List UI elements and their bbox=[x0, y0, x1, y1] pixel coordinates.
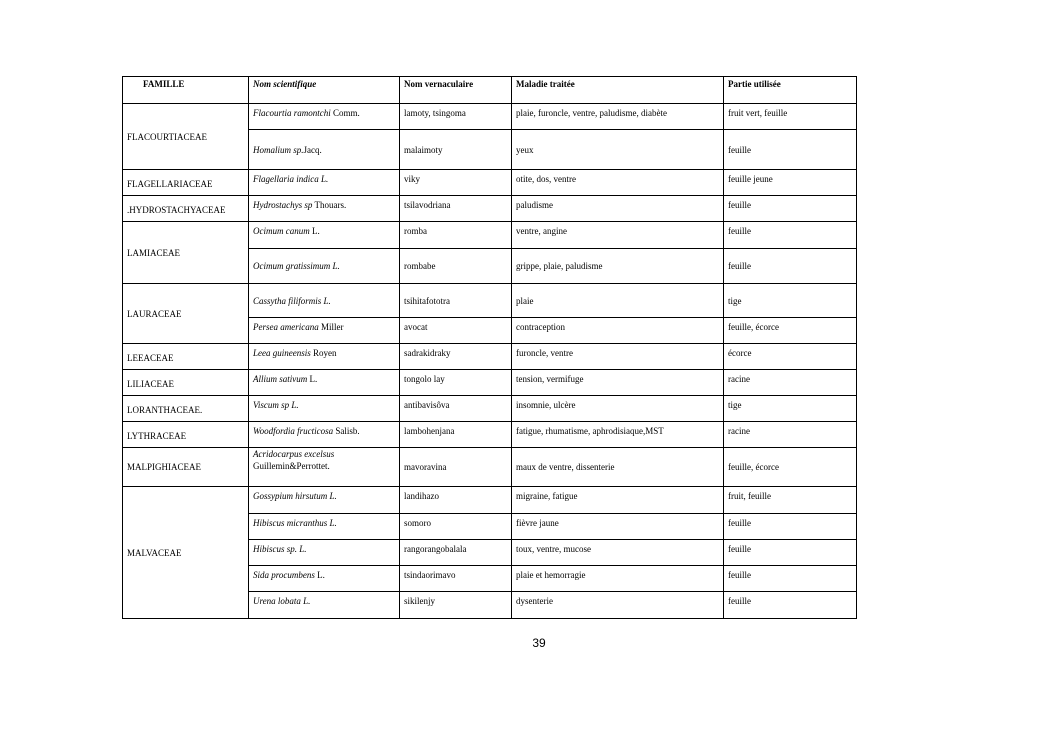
header-partie: Partie utilisée bbox=[724, 77, 857, 104]
scientific-name-cell bbox=[249, 104, 400, 130]
family-cell: .HYDROSTACHYACEAE bbox=[123, 196, 249, 222]
header-maladie: Maladie traitée bbox=[512, 77, 724, 104]
scientific-author: Salisb. bbox=[333, 426, 360, 436]
plant-part-cell: feuille bbox=[724, 540, 857, 566]
vernacular-name-cell: rangorangobalala bbox=[400, 540, 512, 566]
scientific-name: Flagellaria indica L. bbox=[253, 174, 329, 184]
disease-cell: tension, vermifuge bbox=[512, 370, 724, 396]
scientific-name-cell bbox=[249, 514, 400, 540]
scientific-name: Cassytha filiformis L. bbox=[253, 295, 331, 306]
scientific-author: Jacq. bbox=[303, 144, 322, 155]
scientific-name-cell bbox=[249, 370, 400, 396]
disease-cell: grippe, plaie, paludisme bbox=[512, 249, 724, 284]
header-famille: FAMILLE bbox=[123, 77, 249, 104]
scientific-name: Gossypium hirsutum L. bbox=[253, 491, 337, 501]
scientific-name: Persea americana bbox=[253, 322, 319, 332]
scientific-author: Royen bbox=[310, 348, 337, 358]
vernacular-name-cell: romba bbox=[400, 222, 512, 249]
vernacular-name-cell: mavoravina bbox=[400, 448, 512, 487]
scientific-author: L. bbox=[309, 226, 320, 236]
family-cell: LORANTHACEAE. bbox=[123, 396, 249, 422]
header-row bbox=[123, 77, 857, 104]
vernacular-name-cell: sadrakidraky bbox=[400, 344, 512, 370]
family-cell: FLACOURTIACEAE bbox=[123, 104, 249, 170]
header-nom-vernaculaire: Nom vernaculaire bbox=[400, 77, 512, 104]
disease-cell: dysenterie bbox=[512, 592, 724, 619]
page-number: 39 bbox=[532, 636, 546, 650]
scientific-author: Guillemin&Perrottet. bbox=[253, 461, 330, 471]
plant-part-cell: feuille jeune bbox=[724, 170, 857, 196]
vernacular-name-cell: malaimoty bbox=[400, 130, 512, 170]
vernacular-name-cell: tsilavodriana bbox=[400, 196, 512, 222]
scientific-author: Thouars. bbox=[312, 200, 347, 210]
plant-part-cell: fruit vert, feuille bbox=[724, 104, 857, 130]
family-cell: LAURACEAE bbox=[123, 284, 249, 344]
disease-cell: maux de ventre, dissenterie bbox=[512, 448, 724, 487]
scientific-name-cell bbox=[249, 592, 400, 619]
vernacular-name-cell: landihazo bbox=[400, 487, 512, 514]
disease-cell: ventre, angine bbox=[512, 222, 724, 249]
family-cell: LAMIACEAE bbox=[123, 222, 249, 284]
disease-cell: otite, dos, ventre bbox=[512, 170, 724, 196]
scientific-name-cell bbox=[249, 422, 400, 448]
scientific-name: Acridocarpus excelsus bbox=[253, 449, 335, 459]
plants-table bbox=[122, 76, 857, 619]
scientific-author: Comm. bbox=[330, 108, 360, 118]
disease-cell: insomnie, ulcère bbox=[512, 396, 724, 422]
plant-part-cell: feuille bbox=[724, 566, 857, 592]
family-cell: LEEACEAE bbox=[123, 344, 249, 370]
scientific-name: Homalium sp. bbox=[253, 144, 304, 155]
scientific-author: L. bbox=[307, 374, 318, 384]
disease-cell: plaie et hemorragie bbox=[512, 566, 724, 592]
scientific-name: Leea guineensis bbox=[253, 348, 311, 358]
scientific-name-cell bbox=[249, 448, 400, 487]
scientific-name: Flacourtia ramontchi bbox=[253, 108, 331, 118]
scientific-name-cell bbox=[249, 487, 400, 514]
scientific-author: L. bbox=[314, 570, 325, 580]
scientific-name-cell bbox=[249, 249, 400, 284]
scientific-name: Sida procumbens bbox=[253, 570, 315, 580]
plant-part-cell: fruit, feuille bbox=[724, 487, 857, 514]
disease-cell: fièvre jaune bbox=[512, 514, 724, 540]
header-nom-scientifique: Nom scientifique bbox=[249, 77, 400, 104]
vernacular-name-cell: avocat bbox=[400, 318, 512, 344]
scientific-name-cell bbox=[249, 170, 400, 196]
disease-cell: migraine, fatigue bbox=[512, 487, 724, 514]
plant-part-cell: feuille bbox=[724, 514, 857, 540]
scientific-name-cell bbox=[249, 130, 400, 170]
plant-part-cell: feuille bbox=[724, 130, 857, 170]
family-cell: LILIACEAE bbox=[123, 370, 249, 396]
scientific-name-cell bbox=[249, 566, 400, 592]
scientific-name: Hibiscus micranthus L. bbox=[253, 518, 337, 528]
vernacular-name-cell: tsihitafototra bbox=[400, 284, 512, 318]
table-row bbox=[123, 196, 857, 222]
scientific-name-cell bbox=[249, 196, 400, 222]
family-cell: LYTHRACEAE bbox=[123, 422, 249, 448]
table-row bbox=[123, 222, 857, 249]
table-row bbox=[123, 284, 857, 318]
vernacular-name-cell: viky bbox=[400, 170, 512, 196]
scientific-name: Allium sativum bbox=[253, 374, 308, 384]
disease-cell: paludisme bbox=[512, 196, 724, 222]
plant-part-cell: feuille bbox=[724, 592, 857, 619]
vernacular-name-cell: somoro bbox=[400, 514, 512, 540]
family-cell: MALPIGHIACEAE bbox=[123, 448, 249, 487]
disease-cell: contraception bbox=[512, 318, 724, 344]
scientific-author: Miller bbox=[318, 322, 344, 332]
scientific-name: Ocimum gratissimum L. bbox=[253, 261, 340, 271]
scientific-name: Woodfordia fructicosa bbox=[253, 426, 334, 436]
disease-cell: plaie bbox=[512, 284, 724, 318]
vernacular-name-cell: sikilenjy bbox=[400, 592, 512, 619]
scientific-name-cell bbox=[249, 222, 400, 249]
scientific-name: Viscum sp L. bbox=[253, 400, 299, 410]
disease-cell: toux, ventre, mucose bbox=[512, 540, 724, 566]
table-row bbox=[123, 422, 857, 448]
table-row bbox=[123, 104, 857, 130]
plant-part-cell: feuille bbox=[724, 249, 857, 284]
disease-cell: yeux bbox=[512, 130, 724, 170]
table-row bbox=[123, 344, 857, 370]
scientific-name-cell bbox=[249, 396, 400, 422]
table-row bbox=[123, 170, 857, 196]
scientific-name: Hibiscus sp. L. bbox=[253, 544, 307, 554]
disease-cell: furoncle, ventre bbox=[512, 344, 724, 370]
plant-part-cell: racine bbox=[724, 422, 857, 448]
family-cell: FLAGELLARIACEAE bbox=[123, 170, 249, 196]
plant-part-cell: tige bbox=[724, 284, 857, 318]
vernacular-name-cell: rombabe bbox=[400, 249, 512, 284]
scientific-name-cell bbox=[249, 284, 400, 318]
scientific-name: Ocimum canum bbox=[253, 226, 310, 236]
scientific-name-cell bbox=[249, 318, 400, 344]
plant-part-cell: racine bbox=[724, 370, 857, 396]
table-row bbox=[123, 396, 857, 422]
scientific-name: Urena lobata L. bbox=[253, 596, 311, 606]
vernacular-name-cell: lambohenjana bbox=[400, 422, 512, 448]
disease-cell: fatigue, rhumatisme, aphrodisiaque,MST bbox=[512, 422, 724, 448]
scientific-name: Hydrostachys sp bbox=[253, 200, 313, 210]
plant-part-cell: feuille, écorce bbox=[724, 318, 857, 344]
vernacular-name-cell: tongolo lay bbox=[400, 370, 512, 396]
scientific-name-cell bbox=[249, 344, 400, 370]
plant-part-cell: feuille, écorce bbox=[724, 448, 857, 487]
table-row bbox=[123, 487, 857, 514]
family-cell: MALVACEAE bbox=[123, 487, 249, 619]
plant-part-cell: feuille bbox=[724, 222, 857, 249]
vernacular-name-cell: antibavisôva bbox=[400, 396, 512, 422]
disease-cell: plaie, furoncle, ventre, paludisme, diabète bbox=[512, 104, 724, 130]
table-row bbox=[123, 448, 857, 487]
plant-part-cell: écorce bbox=[724, 344, 857, 370]
table-row bbox=[123, 370, 857, 396]
plant-part-cell: feuille bbox=[724, 196, 857, 222]
vernacular-name-cell: lamoty, tsingoma bbox=[400, 104, 512, 130]
vernacular-name-cell: tsindaorimavo bbox=[400, 566, 512, 592]
scientific-name-cell bbox=[249, 540, 400, 566]
plant-part-cell: tige bbox=[724, 396, 857, 422]
